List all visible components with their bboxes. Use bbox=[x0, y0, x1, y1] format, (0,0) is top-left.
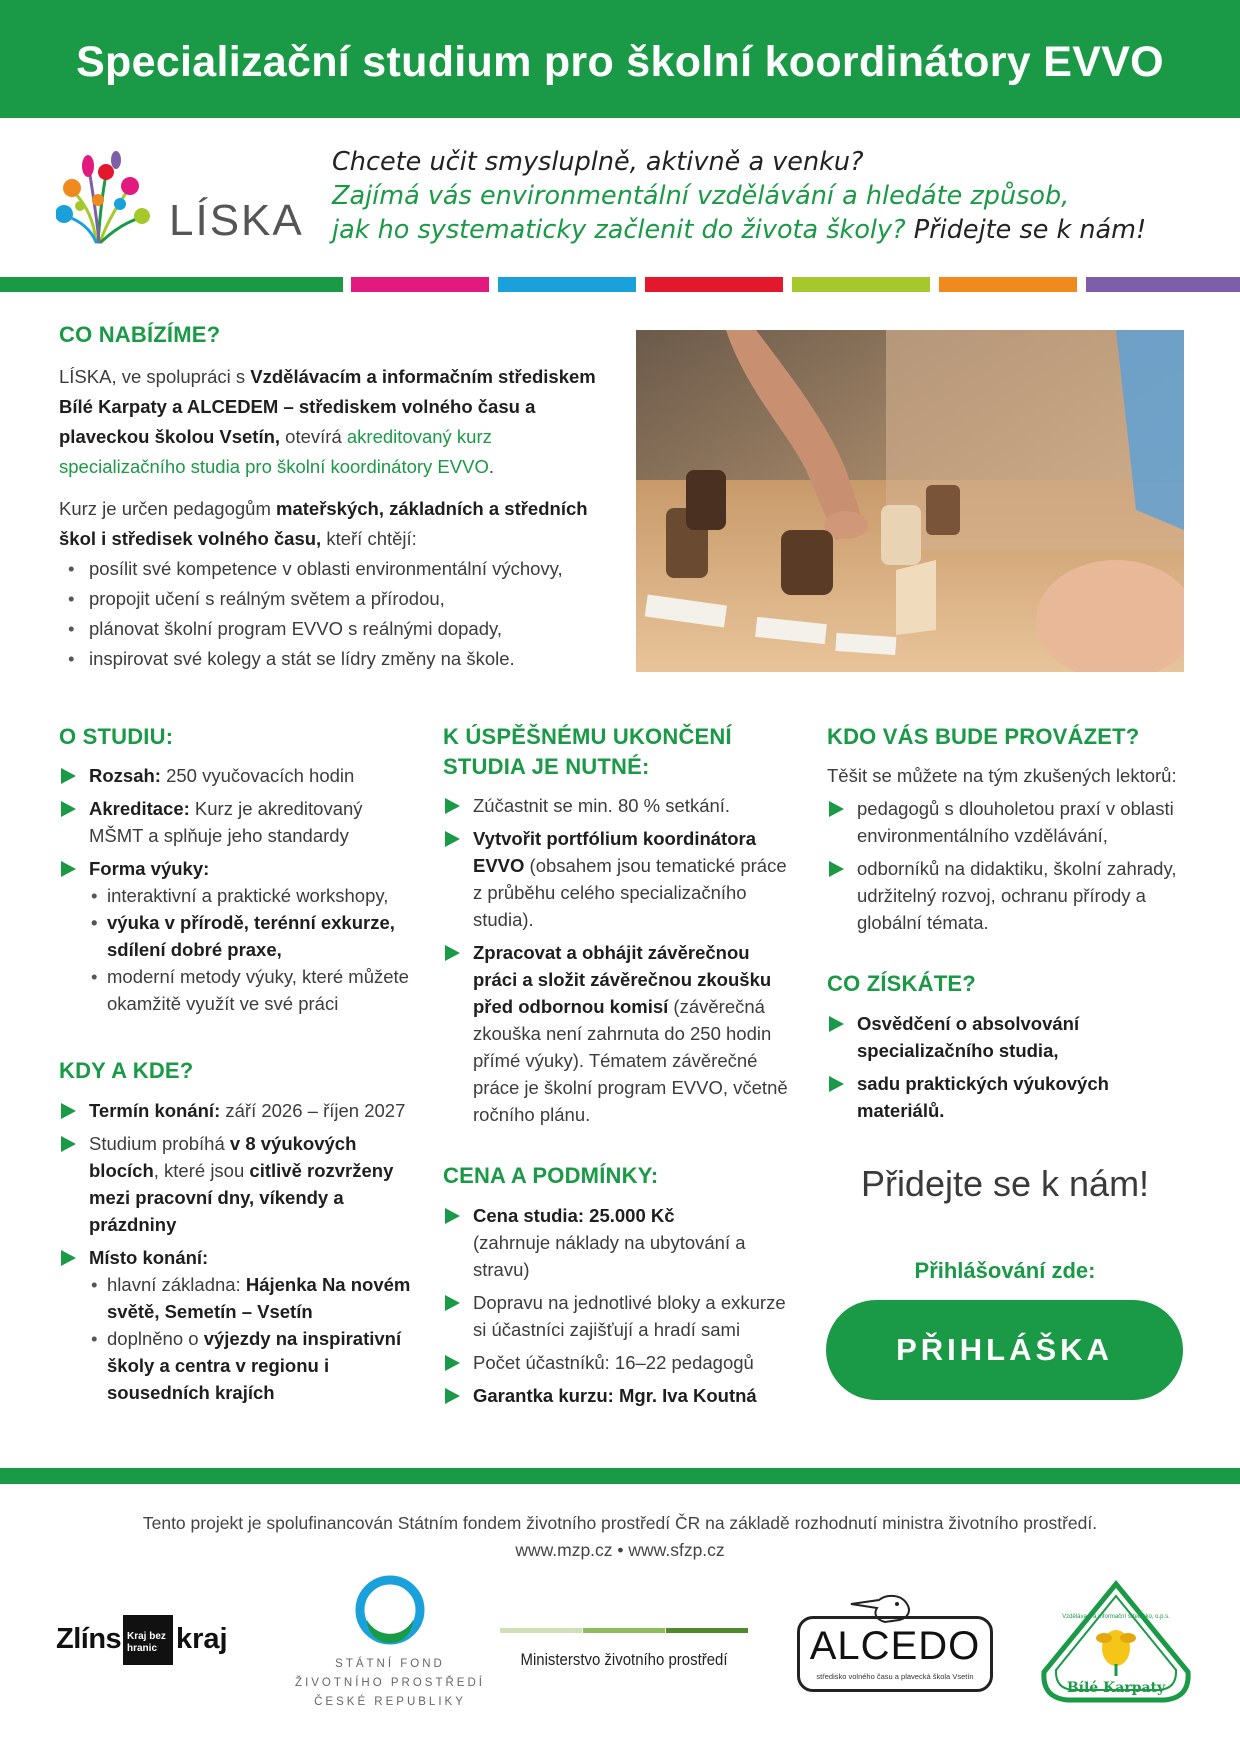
stripe-segment bbox=[1086, 277, 1240, 292]
bile-karpaty-logo bbox=[1038, 1580, 1194, 1704]
funding-text: Tento projekt je spolufinancován Státním fondem životního prostředí ČR na základě rozhodnutí ministra životního prostředí. bbox=[142, 1513, 1098, 1533]
join-heading: Přidejte se k nám! bbox=[860, 1163, 1150, 1204]
tagline-line-1: Chcete učit smysluplně, aktivně a venku? bbox=[332, 147, 864, 177]
sfzp-circle-icon bbox=[355, 1575, 425, 1645]
bile-karpaty-ring: Vzdělávací a informační středisko, o.p.s. bbox=[1062, 1614, 1170, 1620]
mzp-bar bbox=[666, 1628, 748, 1633]
tagline-line-3: jak ho systematicky začlenit do života školy? bbox=[332, 215, 906, 245]
offer-text: LÍSKA, ve spolupráci s bbox=[59, 366, 251, 387]
offer-title: CO NABÍZÍME? bbox=[59, 322, 221, 347]
form-list bbox=[89, 882, 419, 1017]
list-item: odborníků na didaktiku, školní zahrady, udržitelný rozvoj, ochranu přírody a globální témata. bbox=[827, 855, 1197, 936]
list-item: sadu praktických výukových materiálů. bbox=[827, 1070, 1177, 1124]
lectors-block bbox=[827, 762, 1197, 942]
list-item bbox=[443, 1202, 793, 1283]
list-item bbox=[59, 762, 419, 789]
sfzp-line: ČESKÉ REPUBLIKY bbox=[314, 1696, 466, 1708]
registration-button[interactable]: PŘIHLÁŠKA bbox=[826, 1300, 1183, 1400]
offer-partners: Vzdělávacím a informačním střediskem Bílé Karpaty a ALCEDEM – střediskem volného času a plaveckou školou Vsetín, bbox=[59, 366, 596, 447]
list-item: Garantka kurzu: Mgr. Iva Koutná bbox=[443, 1382, 793, 1409]
place-base: Hájenka Na novém světě, Semetín – Vsetín bbox=[107, 1274, 411, 1322]
list-item bbox=[443, 825, 793, 933]
offer-audience: mateřských, základních a středních škol i středisek volného času, bbox=[59, 498, 588, 549]
form-label: Forma výuky: bbox=[89, 858, 210, 879]
list-item bbox=[443, 939, 793, 1128]
place-text: doplněno o bbox=[107, 1328, 204, 1349]
gain-title: CO ZÍSKÁTE? bbox=[827, 971, 976, 996]
footer-links[interactable]: www.mzp.cz • www.sfzp.cz bbox=[515, 1540, 725, 1560]
portfolio-text: (obsahem jsou tematické práce z průběhu celého specializačního studia). bbox=[473, 855, 787, 930]
list-item bbox=[59, 1097, 419, 1124]
tagline-cta: Přidejte se k nám! bbox=[905, 215, 1147, 245]
place-label: Místo konání: bbox=[89, 1247, 209, 1268]
offer-text: kteří chtějí: bbox=[321, 528, 417, 549]
footer-divider bbox=[0, 1468, 1240, 1484]
zlin-region-logo bbox=[56, 1613, 236, 1669]
list-item: • posílit své kompetence v oblasti environmentální výchovy, bbox=[59, 554, 619, 584]
offer-list bbox=[59, 554, 619, 674]
bile-karpaty-name: Bílé Karpaty bbox=[1066, 1680, 1166, 1696]
page-title: Specializační studium pro školní koordinátory EVVO bbox=[76, 38, 1164, 86]
stripe-segment bbox=[645, 277, 783, 292]
price-value: Cena studia: 25.000 Kč bbox=[473, 1205, 675, 1226]
blocks-text: , které jsou bbox=[153, 1160, 250, 1181]
mzp-logo bbox=[500, 1628, 748, 1678]
thesis-label: Zpracovat a obhájit závěrečnou práci a složit závěrečnou zkoušku před odbornou komisí bbox=[473, 942, 772, 1017]
list-item: Počet účastníků: 16–22 pedagogů bbox=[443, 1349, 793, 1376]
when-list bbox=[59, 1097, 419, 1412]
place-text: hlavní základna: bbox=[107, 1274, 246, 1295]
list-item: Osvědčení o absolvování specializačního studia, bbox=[827, 1010, 1177, 1064]
stripe-segment bbox=[0, 277, 343, 292]
list-item bbox=[59, 795, 419, 849]
list-item: • moderní metody výuky, které můžete okamžitě využít ve své práci bbox=[89, 963, 419, 1017]
stripe-segment bbox=[792, 277, 930, 292]
list-item bbox=[59, 1244, 419, 1406]
term-value: září 2026 – říjen 2027 bbox=[220, 1100, 406, 1121]
zlin-badge: Kraj bez hranic bbox=[123, 1615, 173, 1665]
completion-list bbox=[443, 792, 793, 1134]
offer-text: otevírá bbox=[280, 426, 347, 447]
offer-paragraph-1 bbox=[59, 362, 619, 482]
stripe-segment bbox=[498, 277, 636, 292]
tagline bbox=[332, 145, 1212, 247]
workshop-photo bbox=[636, 330, 1184, 672]
list-item: • plánovat školní program EVVO s reálnými dopady, bbox=[59, 614, 619, 644]
gain-list bbox=[827, 1010, 1177, 1130]
list-item bbox=[59, 1130, 419, 1238]
price-title: CENA A PODMÍNKY: bbox=[443, 1163, 659, 1188]
offer-text: Kurz je určen pedagogům bbox=[59, 498, 276, 519]
about-list bbox=[59, 762, 419, 1023]
sfzp-line: STÁTNÍ FOND bbox=[335, 1658, 445, 1670]
list-item bbox=[89, 1325, 419, 1406]
lectors-intro: Těšit se můžete na tým zkušených lektorů: bbox=[827, 765, 1177, 786]
logo-wordmark: LÍSKA bbox=[169, 196, 304, 245]
offer-course: akreditovaný kurz specializačního studia pro školní koordinátory EVVO bbox=[59, 426, 492, 477]
tagline-line-2: Zajímá vás environmentální vzdělávání a hledáte způsob, bbox=[332, 181, 1070, 211]
list-item bbox=[89, 1271, 419, 1325]
list-item: • inspirovat své kolegy a stát se lídry změny na škole. bbox=[59, 644, 619, 674]
mzp-text: Ministerstvo životního prostředí bbox=[520, 1650, 728, 1669]
term-label: Termín konání: bbox=[89, 1100, 221, 1121]
list-item: • výuka v přírodě, terénní exkurze, sdílení dobré praxe, bbox=[89, 909, 419, 963]
price-list bbox=[443, 1202, 793, 1415]
liska-logo bbox=[56, 150, 304, 250]
about-title: O STUDIU: bbox=[59, 724, 174, 749]
list-item: • interaktivní a praktické workshopy, bbox=[89, 882, 419, 909]
zlin-text: kraj bbox=[176, 1623, 228, 1655]
place-list bbox=[89, 1271, 419, 1406]
list-item bbox=[59, 855, 419, 1017]
portfolio-label: Vytvořit portfólium koordinátora EVVO bbox=[473, 828, 756, 876]
completion-title: K ÚSPĚŠNÉMU UKONČENÍ STUDIA JE NUTNÉ: bbox=[443, 724, 732, 779]
scope-value: 250 vyučovacích hodin bbox=[160, 765, 355, 786]
zlin-text: Zlíns bbox=[56, 1623, 122, 1655]
offer-text: . bbox=[488, 456, 494, 477]
lectors-title: KDO VÁS BUDE PROVÁZET? bbox=[827, 724, 1140, 749]
list-item: • propojit učení s reálným světem a přírodou, bbox=[59, 584, 619, 614]
sfzp-logo bbox=[290, 1575, 490, 1715]
sfzp-line: ŽIVOTNÍHO PROSTŘEDÍ bbox=[295, 1677, 485, 1689]
thesis-text: (závěrečná zkouška není zahrnuta do 250 hodin přímé výuky). Tématem závěrečné práce je školní program EVVO, včetně ročního plánu. bbox=[473, 996, 788, 1125]
accreditation-value: Kurz je akreditovaný MŠMT a splňuje jeho standardy bbox=[89, 798, 363, 846]
blocks-text: Studium probíhá bbox=[89, 1133, 230, 1154]
price-note: (zahrnuje náklady na ubytování a stravu) bbox=[473, 1232, 746, 1280]
registration-label: Přihlášování zde: bbox=[914, 1258, 1096, 1283]
mzp-bar bbox=[583, 1628, 665, 1633]
blocks-count: v 8 výukových blocích bbox=[89, 1133, 357, 1181]
liska-flowers-icon bbox=[56, 150, 166, 250]
list-item: Zúčastnit se min. 80 % setkání. bbox=[443, 792, 793, 819]
alcedo-logo bbox=[797, 1590, 993, 1694]
stripe-segment bbox=[939, 277, 1077, 292]
accreditation-label: Akreditace: bbox=[89, 798, 190, 819]
header-bar bbox=[0, 0, 1240, 118]
alcedo-subtext: středisko volného času a plavecká škola Vsetín bbox=[816, 1672, 974, 1681]
blocks-schedule: citlivě rozvrženy mezi pracovní dny, víkendy a prázdniny bbox=[89, 1160, 394, 1235]
when-title: KDY A KDE? bbox=[59, 1058, 194, 1083]
list-item: pedagogů s dlouholetou praxí v oblasti environmentálního vzdělávání, bbox=[827, 795, 1197, 849]
stripe-segment bbox=[351, 277, 489, 292]
offer-paragraph-2 bbox=[59, 494, 619, 674]
funding-note bbox=[0, 1510, 1240, 1564]
list-item: Dopravu na jednotlivé bloky a exkurze si účastníci zajišťují a hradí sami bbox=[443, 1289, 793, 1343]
scope-label: Rozsah: bbox=[89, 765, 161, 786]
sfzp-text bbox=[290, 1655, 490, 1712]
place-trips: výjezdy na inspirativní školy a centra v regionu i sousedních krajích bbox=[107, 1328, 402, 1403]
alcedo-text: ALCEDO bbox=[809, 1624, 981, 1668]
mzp-bar bbox=[500, 1628, 582, 1633]
